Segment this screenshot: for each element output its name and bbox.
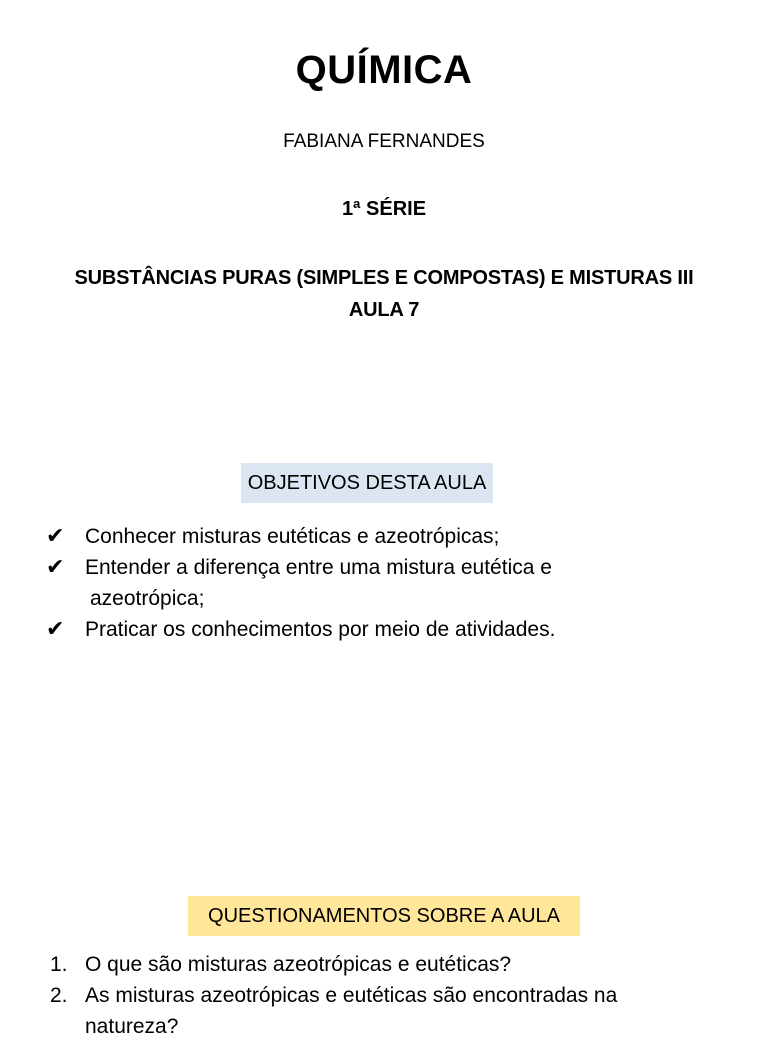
lesson-subject: [0, 262, 768, 326]
question-text-continuation: natureza?: [85, 1015, 179, 1038]
subject-line: SUBSTÂNCIAS PURAS (SIMPLES E COMPOSTAS) E MISTURAS III: [74, 267, 694, 289]
question-text: O que são misturas azeotrópicas e eutéticas?: [85, 953, 512, 976]
objective-text: Praticar os conhecimentos por meio de atividades.: [85, 618, 556, 641]
objective-text: Conhecer misturas eutéticas e azeotrópicas;: [85, 525, 500, 548]
question-number: 1.: [50, 953, 68, 976]
list-item: [46, 552, 736, 614]
objectives-heading: OBJETIVOS DESTA AULA: [241, 463, 493, 503]
questions-heading: QUESTIONAMENTOS SOBRE A AULA: [188, 896, 580, 936]
list-item: [46, 521, 736, 552]
grade-label: 1ª SÉRIE: [341, 198, 427, 220]
objective-text: Entender a diferença entre uma mistura eutética e: [85, 556, 552, 579]
questions-list: [46, 949, 726, 1042]
list-item: [46, 980, 726, 1042]
author-name: FABIANA FERNANDES: [283, 131, 485, 152]
list-item: [46, 949, 726, 980]
check-icon: ✔: [46, 555, 65, 580]
check-icon: ✔: [46, 524, 65, 549]
question-text: As misturas azeotrópicas e eutéticas são encontradas na: [85, 984, 618, 1007]
list-item: [46, 614, 736, 645]
check-icon: ✔: [46, 617, 65, 642]
objectives-list: [46, 521, 736, 645]
question-number: 2.: [50, 984, 68, 1007]
document-title: QUÍMICA: [295, 48, 473, 92]
lesson-number: AULA 7: [348, 299, 420, 321]
objective-text-continuation: azeotrópica;: [90, 587, 205, 610]
